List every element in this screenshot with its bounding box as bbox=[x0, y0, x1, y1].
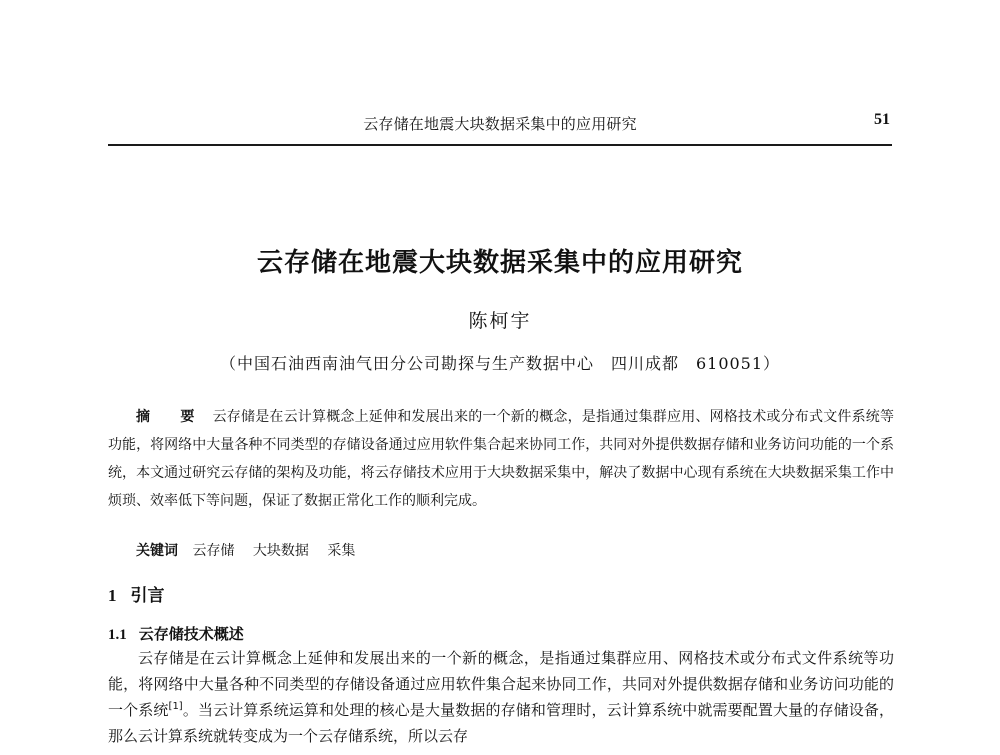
body-text-part2: 。当云计算系统运算和处理的核心是大量数据的存储和管理时，云计算系统中就需要配置大量的存储设备，那么云计算系统就转变成为一个云存储系统，所以云存 bbox=[108, 701, 894, 745]
subsection-number: 1.1 bbox=[108, 627, 127, 643]
subsection-title: 云存储技术概述 bbox=[138, 625, 244, 643]
keyword: 云存储 bbox=[192, 543, 235, 559]
body-paragraph bbox=[108, 645, 894, 749]
abstract-label: 摘 要 bbox=[136, 409, 203, 425]
abstract bbox=[108, 403, 894, 515]
section-number: 1 bbox=[108, 586, 117, 605]
keyword: 采集 bbox=[327, 543, 356, 559]
keyword: 大块数据 bbox=[252, 543, 309, 559]
author-name: 陈柯宇 bbox=[468, 310, 532, 332]
article-title: 云存储在地震大块数据采集中的应用研究 bbox=[256, 248, 743, 278]
citation-marker: [1] bbox=[168, 701, 183, 712]
section-title: 引言 bbox=[130, 586, 165, 606]
abstract-text: 云存储是在云计算概念上延伸和发展出来的一个新的概念，是指通过集群应用、网格技术或分布式文件系统等功能，将网络中大量各种不同类型的存储设备通过应用软件集合起来协同工作，共同对外提供数据存储和业务访问功能的一个系统，本文通过研究云存储的架构及功能，将云存储技术应用于大块数据采集中，解决了数据中心现有系统在大块数据采集工作中烦琐、效率低下等问题，保证了数据正常化工作的顺利完成。 bbox=[108, 409, 895, 509]
author-affiliation: （中国石油西南油气田分公司勘探与生产数据中心 四川成都 610051） bbox=[219, 354, 781, 373]
section-heading bbox=[108, 581, 165, 606]
keywords bbox=[136, 540, 369, 560]
page-number: 51 bbox=[874, 111, 890, 128]
running-header bbox=[108, 110, 892, 146]
subsection-heading bbox=[108, 623, 244, 644]
body-text-part1: 云存储是在云计算概念上延伸和发展出来的一个新的概念，是指通过集群应用、网格技术或分布式文件系统等功能，将网络中大量各种不同类型的存储设备通过应用软件集合起来协同工作，共同对外提供数据存储和业务访问功能的一个系统 bbox=[108, 649, 894, 719]
running-title: 云存储在地震大块数据采集中的应用研究 bbox=[363, 115, 637, 133]
keywords-label: 关键词 bbox=[136, 543, 178, 559]
